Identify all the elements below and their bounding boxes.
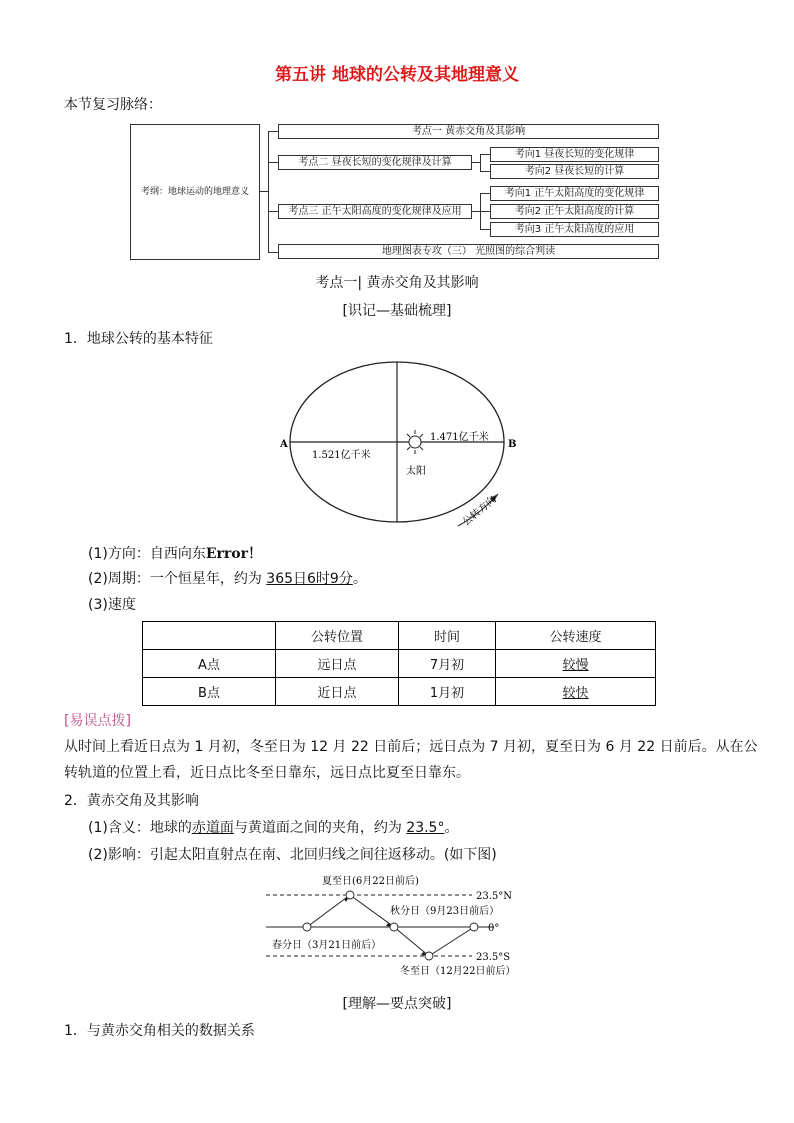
latitude-north-label: 23.5°N (476, 891, 513, 902)
table-cell: 近日点 (276, 678, 399, 706)
solar-position-diagram (262, 870, 532, 980)
outline-k2-item-2: 考向2 昼夜长短的计算 (490, 164, 659, 179)
orbit-distance-b: 1.471亿千米 (430, 432, 489, 443)
outline-root: 考纲：地球运动的地理意义 (130, 124, 260, 260)
outline-k2-item-1: 考向1 昼夜长短的变化规律 (490, 147, 659, 162)
period-line: (2)周期：一个恒星年，约为 365日6时9分。 (88, 571, 367, 587)
effect-line: (2)影响：引起太阳直射点在南、北回归线之间往返移动。(如下图) (88, 847, 497, 863)
sun-label: 太阳 (406, 466, 426, 477)
angle-value: 23.5° (406, 820, 445, 836)
table-header-cell: 时间 (399, 622, 496, 650)
table-cell: 较快 (496, 678, 656, 706)
outline-k1: 考点一 黄赤交角及其影响 (278, 124, 659, 139)
item2-heading: 2．黄赤交角及其影响 (64, 793, 199, 809)
orbit-direction-label: 公转方向 (460, 494, 499, 529)
outline-k3-item-1: 考向1 正午太阳高度的变化规律 (490, 186, 659, 201)
equator-plane-text: 赤道面 (191, 820, 234, 836)
table-cell: 远日点 (276, 650, 399, 678)
table-cell: A点 (143, 650, 276, 678)
table-header-cell: 公转速度 (496, 622, 656, 650)
orbit-distance-a: 1.521亿千米 (312, 450, 371, 461)
spring-equinox-label: 春分日（3月21日前后） (272, 940, 382, 951)
section1-heading: 考点一| 黄赤交角及其影响 (315, 275, 479, 291)
table-cell: 较慢 (496, 650, 656, 678)
section1-subheading: [识记—基础梳理] (342, 303, 452, 319)
meaning-line: (1)含义：地球的赤道面与黄道面之间的夹角，约为 23.5°。 (88, 820, 459, 836)
outline-k3-item-2: 考向2 正午太阳高度的计算 (490, 204, 659, 219)
outline-k3: 考点三 正午太阳高度的变化规律及应用 (278, 204, 472, 219)
table-header-row (143, 622, 656, 650)
orbit-diagram (270, 356, 530, 536)
error-text: Error！ (205, 546, 262, 562)
direction-line: (1)方向：自西向东Error！ (88, 546, 262, 562)
item3-heading: 1．与黄赤交角相关的数据关系 (64, 1023, 255, 1039)
tip-label: [易误点拨] (64, 713, 131, 729)
period-value: 365日6时9分 (266, 571, 353, 587)
tip-text-line-1: 从时间上看近日点为 1 月初，冬至日为 12 月 22 日前后；远日点为 7 月初，夏至日为 6 月 22 日前后。从在公 (64, 739, 758, 755)
table-header-cell (143, 622, 276, 650)
latitude-south-label: 23.5°S (476, 952, 511, 963)
review-label: 本节复习脉络： (64, 97, 162, 113)
orbit-label-a: A (280, 439, 288, 450)
outline-k4: 地理图表专攻（三） 光照图的综合判读 (278, 244, 659, 259)
page-title: 第五讲 地球的公转及其地理意义 (275, 65, 519, 85)
equator-label: 0° (488, 923, 500, 934)
outline-k3-item-3: 考向3 正午太阳高度的应用 (490, 222, 659, 237)
section2-subheading: [理解—要点突破] (342, 996, 452, 1012)
table-cell: 7月初 (399, 650, 496, 678)
winter-solstice-label: 冬至日（12月22日前后） (400, 966, 516, 977)
sun-icon (403, 430, 427, 454)
table-row (143, 678, 656, 706)
tip-text-line-2: 转轨道的位置上看，近日点比冬至日靠东，远日点比夏至日靠东。 (64, 765, 470, 781)
table-cell: 1月初 (399, 678, 496, 706)
table-cell: B点 (143, 678, 276, 706)
autumn-equinox-label: 秋分日（9月23日前后） (390, 906, 500, 917)
table-row (143, 650, 656, 678)
orbit-label-b: B (508, 439, 517, 450)
item1-heading: 1．地球公转的基本特征 (64, 331, 213, 347)
speed-table (142, 621, 656, 706)
summer-solstice-label: 夏至日(6月22日前后) (322, 876, 419, 887)
speed-heading: (3)速度 (88, 597, 136, 613)
table-header-cell: 公转位置 (276, 622, 399, 650)
outline-k2: 考点二 昼夜长短的变化规律及计算 (278, 155, 472, 170)
